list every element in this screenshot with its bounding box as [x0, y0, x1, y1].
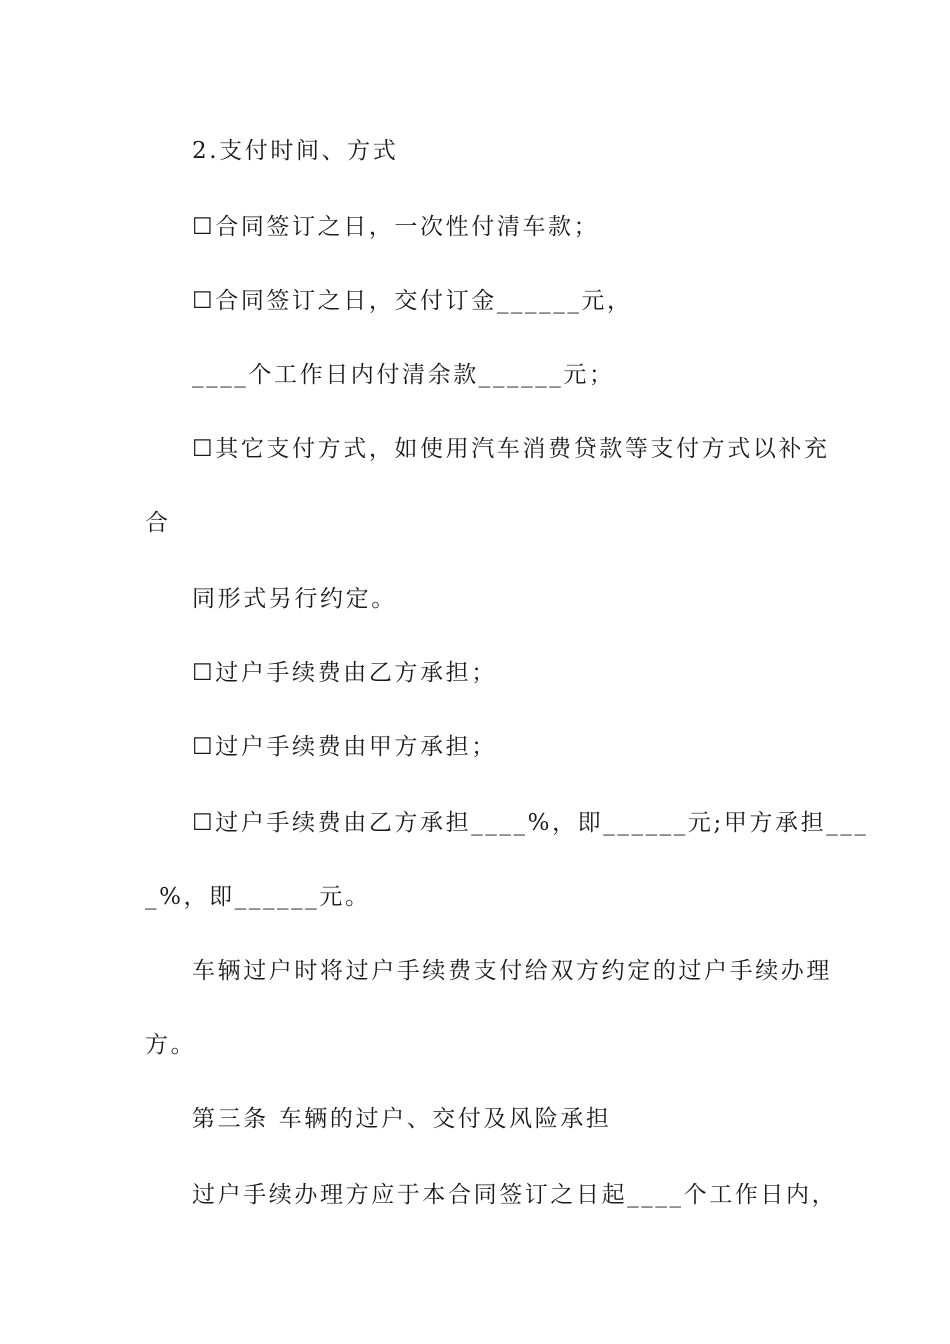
section-heading-payment-time: 2.支付时间、方式: [192, 138, 399, 164]
transfer-fee-payment-text: 车辆过户时将过户手续费支付给双方约定的过户手续办理: [192, 958, 832, 984]
option-other-payment: ☐其它支付方式，如使用汽车消费贷款等支付方式以补充: [192, 436, 830, 462]
option-fee-party-a: ☐过户手续费由甲方承担；: [192, 734, 497, 760]
other-payment-continued-2: 同形式另行约定。: [192, 586, 397, 612]
option-fee-split: ☐过户手续费由乙方承担____%，即______元;甲方承担___: [192, 810, 869, 836]
deposit-balance-line: ____个工作日内付清余款______元；: [192, 362, 615, 388]
article-three-heading: 第三条 车辆的过户、交付及风险承担: [192, 1106, 612, 1132]
option-one-time-payment: ☐合同签订之日，一次性付清车款；: [192, 214, 600, 240]
fee-split-continued: _%，即______元。: [145, 884, 371, 910]
other-payment-continued: 合: [145, 510, 171, 536]
option-fee-party-b: ☐过户手续费由乙方承担；: [192, 660, 497, 686]
option-deposit-payment: ☐合同签订之日，交付订金______元，: [192, 288, 633, 314]
article-three-text: 过户手续办理方应于本合同签订之日起____个工作日内，: [192, 1182, 838, 1208]
transfer-fee-payment-continued: 方。: [145, 1032, 197, 1058]
